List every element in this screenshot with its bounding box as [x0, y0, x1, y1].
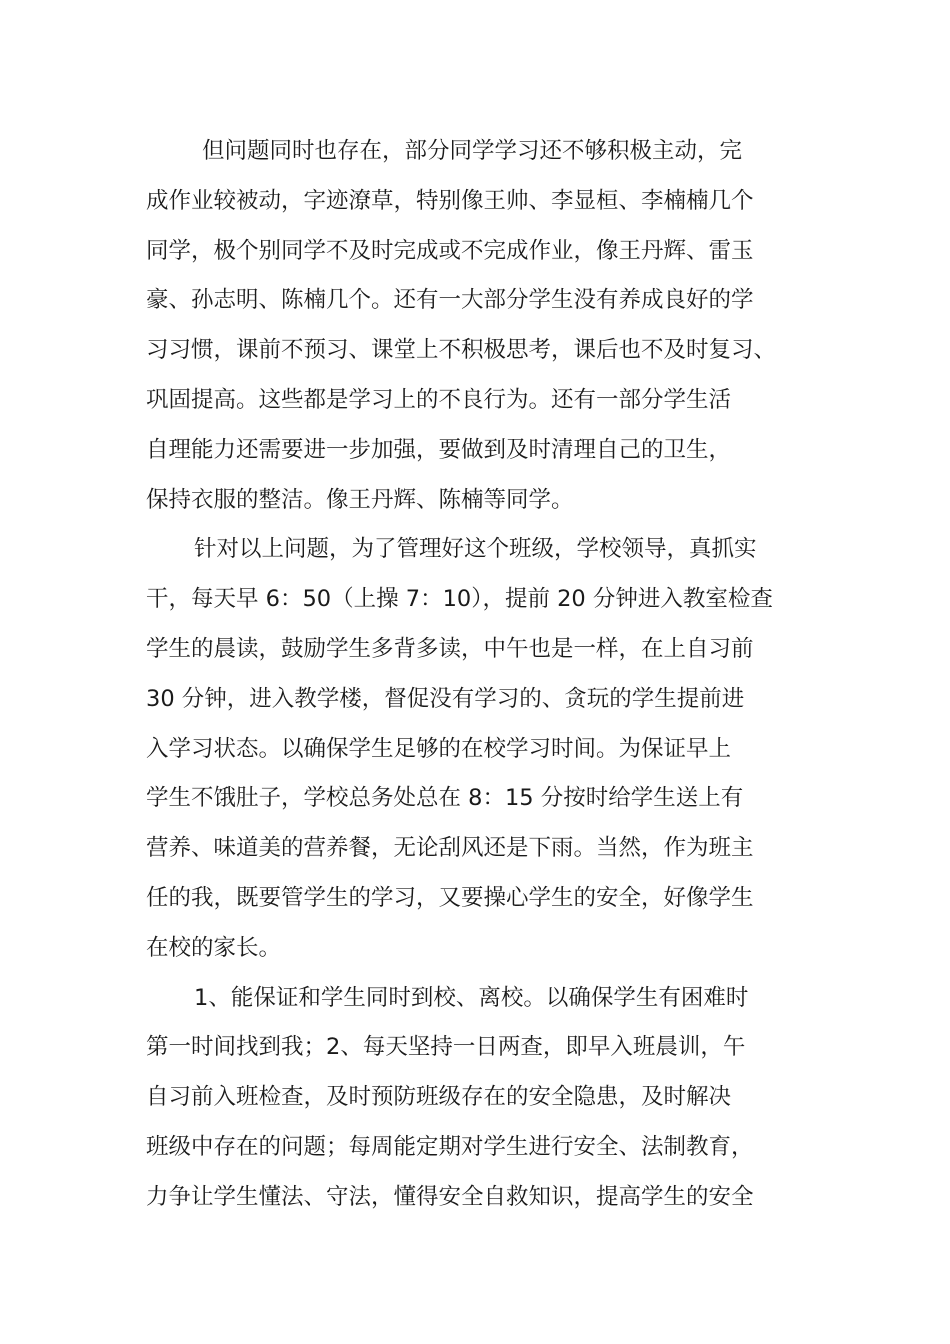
- paragraph-3-line-1: 1、能保证和学生同时到校、离校。以确保学生有困难时: [194, 984, 749, 1011]
- paragraph-1-line-4: 豪、孙志明、陈楠几个。还有一大部分学生没有养成良好的学: [146, 287, 754, 314]
- paragraph-3-line-2: 第一时间找到我；2、每天坚持一日两查，即早入班晨训，午: [146, 1034, 746, 1061]
- paragraph-3-line-3: 自习前入班检查，及时预防班级存在的安全隐患，及时解决: [146, 1084, 732, 1111]
- paragraph-2-line-2: 干，每天早 6：50（上操 7：10），提前 20 分钟进入教室检查: [146, 586, 773, 613]
- paragraph-1-line-1: 但问题同时也存在，部分同学学习还不够积极主动，完: [202, 138, 743, 164]
- paragraph-2-line-4: 30 分钟，进入教学楼，督促没有学习的、贪玩的学生提前进: [146, 685, 745, 712]
- paragraph-2-line-6: 学生不饿肚子，学校总务处总在 8：15 分按时给学生送上有: [146, 785, 744, 812]
- paragraph-2-line-5: 入学习状态。以确保学生足够的在校学习时间。为保证早上: [146, 735, 732, 762]
- paragraph-2-line-3: 学生的晨读，鼓励学生多背多读，中午也是一样，在上自习前: [146, 635, 754, 662]
- paragraph-2-line-9: 在校的家长。: [146, 934, 282, 961]
- document-body: [146, 127, 810, 1223]
- paragraph-3-line-5: 力争让学生懂法、守法，懂得安全自救知识，提高学生的安全: [146, 1183, 754, 1210]
- paragraph-3-line-4: 班级中存在的问题；每周能定期对学生进行安全、法制教育，: [146, 1133, 754, 1160]
- paragraph-2-line-1: 针对以上问题，为了管理好这个班级，学校领导，真抓实: [194, 536, 757, 563]
- paragraph-2-line-8: 任的我，既要管学生的学习，又要操心学生的安全，好像学生: [146, 884, 754, 911]
- paragraph-1-line-8: 保持衣服的整洁。像王丹辉、陈楠等同学。: [146, 486, 574, 513]
- paragraph-2-line-7: 营养、味道美的营养餐，无论刮风还是下雨。当然，作为班主: [146, 835, 754, 862]
- paragraph-1-line-7: 自理能力还需要进一步加强，要做到及时清理自己的卫生，: [146, 436, 732, 463]
- paragraph-1-line-3: 同学，极个别同学不及时完成或不完成作业，像王丹辉、雷玉: [146, 237, 754, 264]
- paragraph-1-line-6: 巩固提高。这些都是学习上的不良行为。还有一部分学生活: [146, 386, 732, 413]
- paragraph-1-line-2: 成作业较被动，字迹潦草，特别像王帅、李显桓、李楠楠几个: [146, 187, 754, 214]
- paragraph-1-line-5: 习习惯，课前不预习、课堂上不积极思考，课后也不及时复习、: [146, 337, 777, 364]
